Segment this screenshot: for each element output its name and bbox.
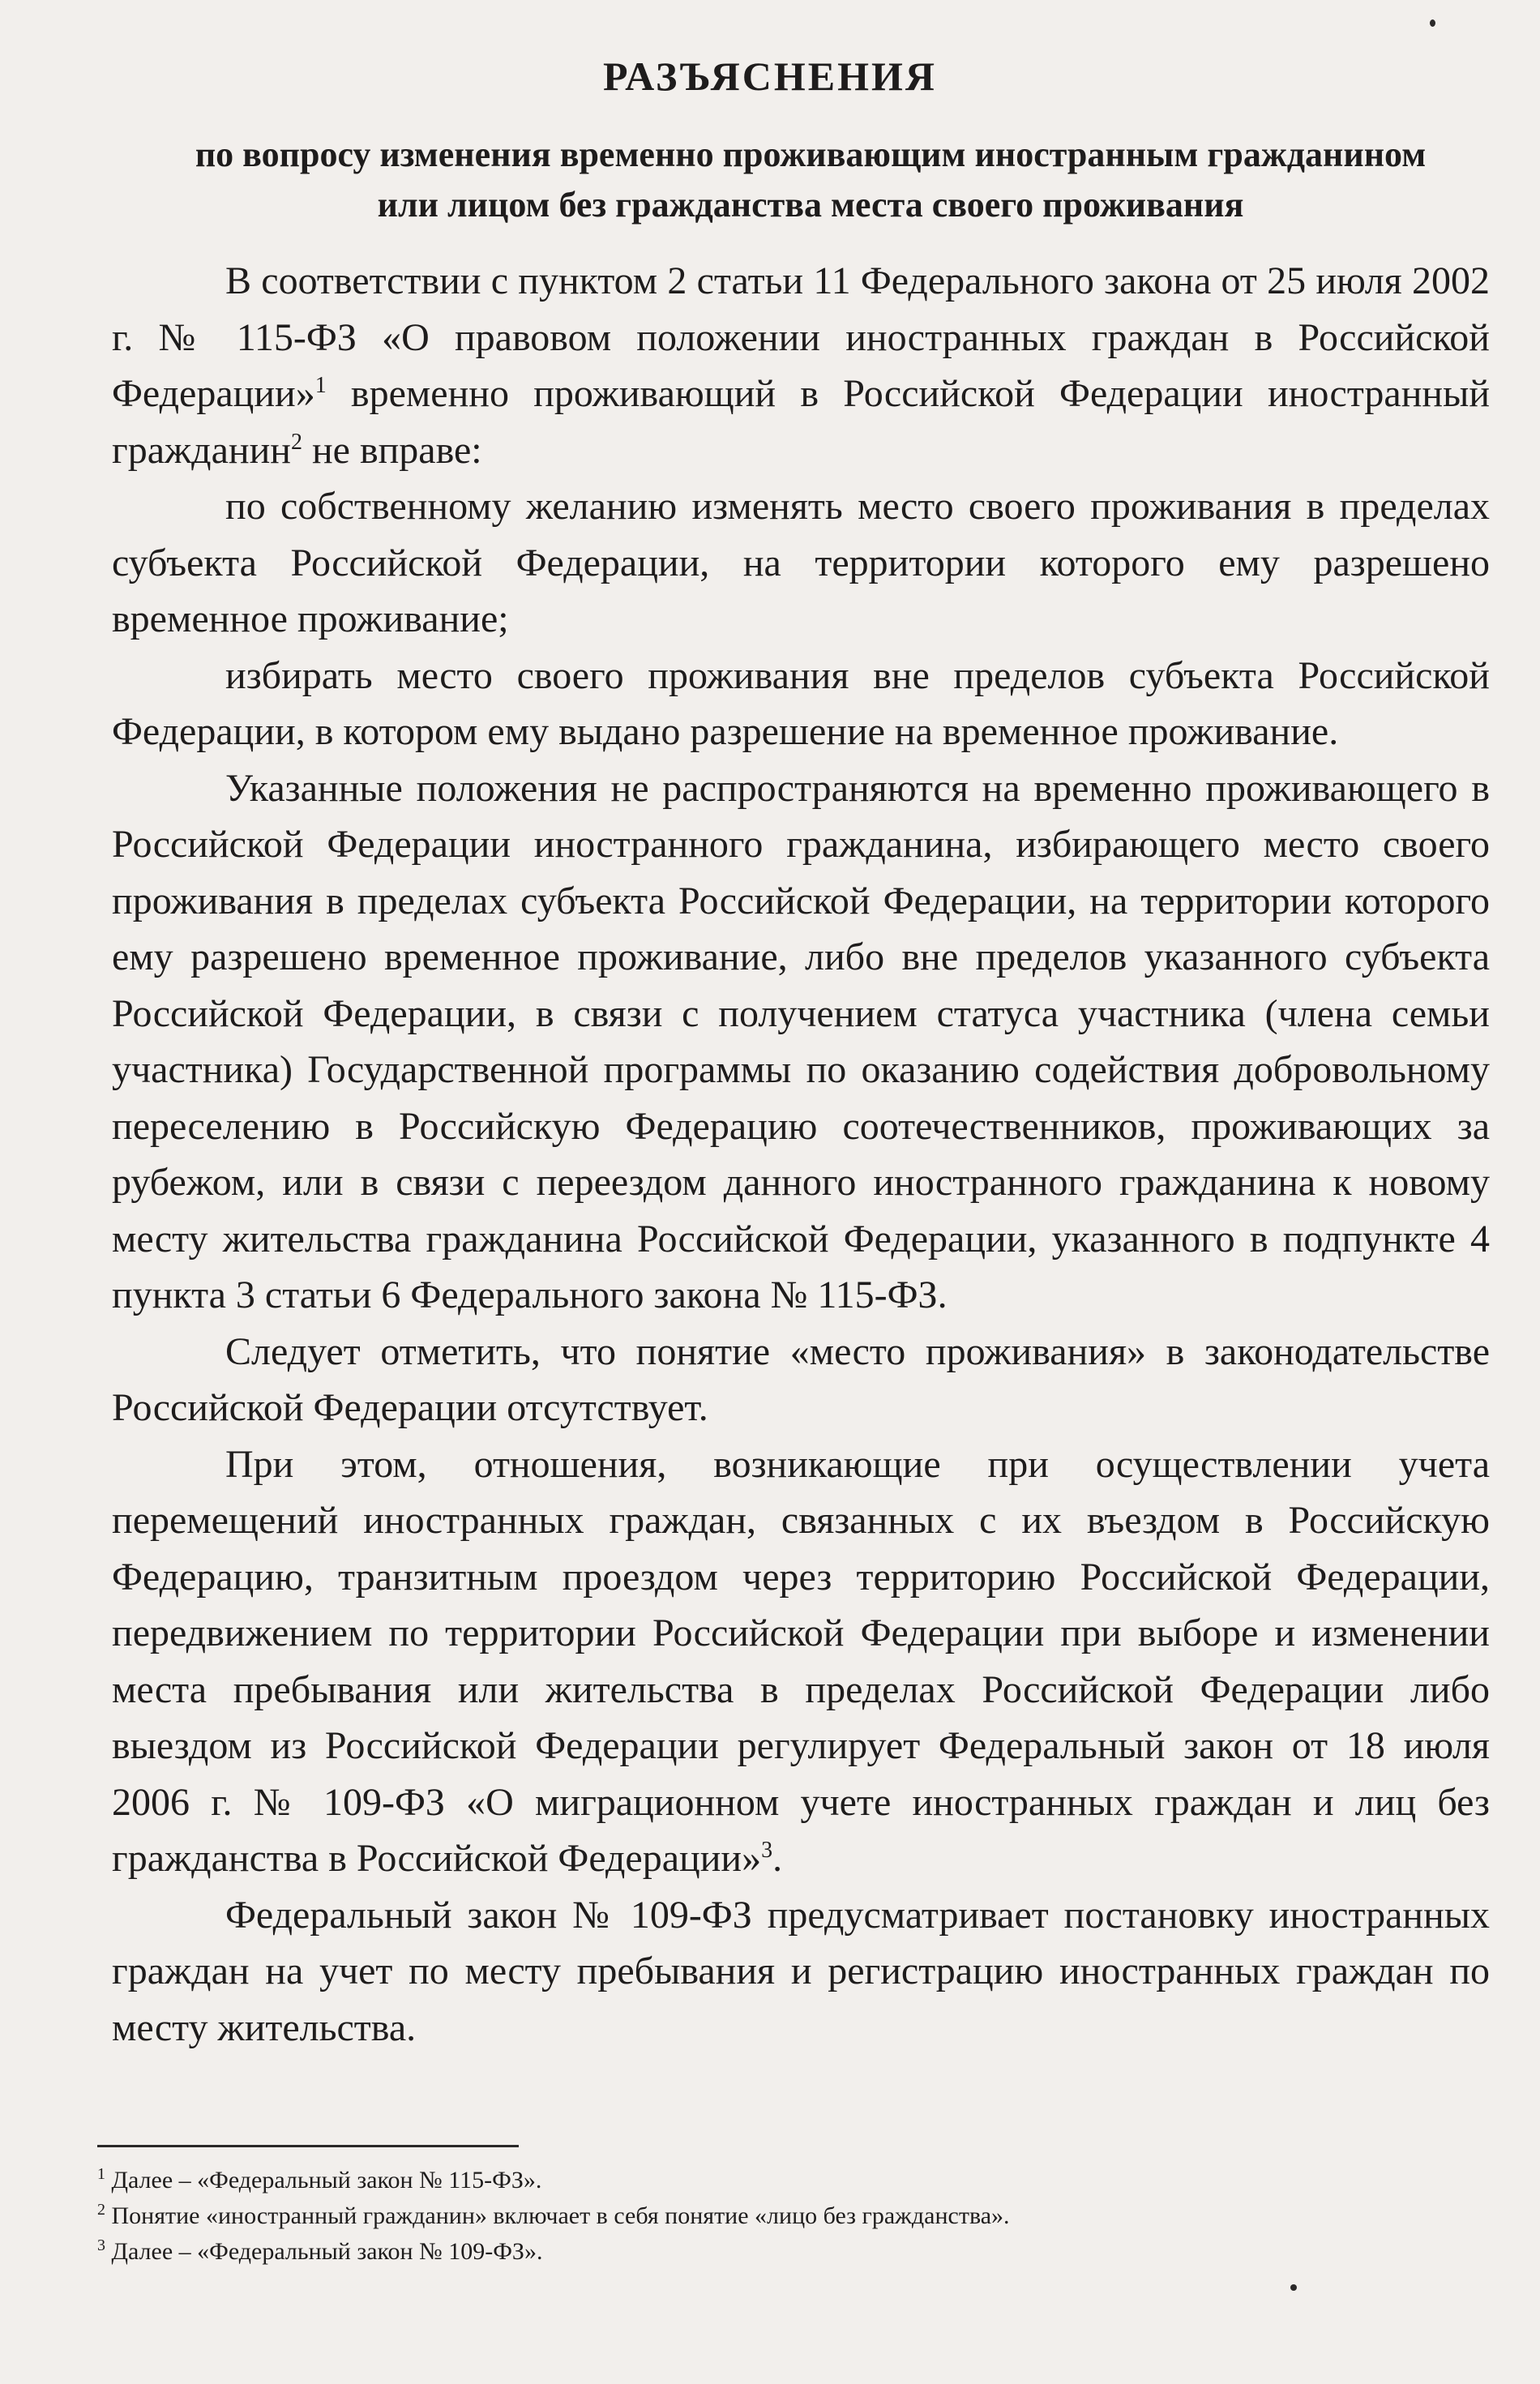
list-item-2: избирать место своего проживания вне пределов субъекта Российской Федерации, в котором ему выдано разрешение на временное проживание. bbox=[112, 653, 1490, 753]
paragraph-migration-law: При этом, отношения, возникающие при осуществлении учета перемещений иностранных граждан, связанных с их въездом в Российскую Федерацию, транзитным проездом через территорию Российской Федерации, передвижением по территории Российской Федерации при выборе и изменении места пребывания или жительства в пределах Российской Федерации либо выездом из Российской Федерации регулирует Федеральный закон от 18 июля 2006 г. № 109-ФЗ «О миграционном учете иностранных граждан и лиц без гражданства в Российской Федерации»$^3$. bbox=[112, 1442, 1490, 1880]
paragraph-note: Следует отметить, что понятие «место проживания» в законодательстве Российской Федерации отсутствует. bbox=[112, 1329, 1490, 1429]
paragraph-exceptions: Указанные положения не распространяются на временно проживающего в Российской Федерации иностранного гражданина, избирающего место своего проживания в пределах субъекта Российской Федерации, на территории которого ему разрешено временное проживание, либо вне пределов указанного субъекта Российской Федерации, в связи с получением статуса участника (члена семьи участника) Государственной программы по оказанию содействия добровольному переселению в Российскую Федерацию соотечественников, проживающих за рубежом, или в связи с переездом данного иностранного гражданина к новому месту жительства гражданина Российской Федерации, указанного в подпункте 4 пункта 3 статьи 6 Федерального закона № 115-ФЗ. bbox=[112, 766, 1490, 1316]
footnote-ref-3: 3 bbox=[761, 1838, 773, 1863]
document-title: РАЗЪЯСНЕНИЯ bbox=[602, 54, 937, 99]
paragraph-registration: Федеральный закон № 109-ФЗ предусматривает постановку иностранных граждан на учет по месту пребывания и регистрацию иностранных граждан по месту жительства. bbox=[112, 1893, 1490, 2049]
footnote-item: $^3$ Далее – «Федеральный закон № 109-ФЗ». bbox=[97, 2236, 543, 2265]
footnote-ref-1: 1 bbox=[314, 373, 327, 398]
list-item-1: по собственному желанию изменять место своего проживания в пределах субъекта Российской Федерации, на территории которого ему разрешено временное проживание; bbox=[112, 485, 1490, 640]
footnote-divider bbox=[97, 2145, 519, 2147]
footnote-item: $^1$ Далее – «Федеральный закон № 115-ФЗ». bbox=[97, 2165, 542, 2194]
footnote-item: $^2$ Понятие «иностранный гражданин» включает в себя понятие «лицо без гражданства». bbox=[97, 2201, 1010, 2229]
document-subtitle: по вопросу изменения временно проживающим иностранным гражданином или лицом без гражданства места своего проживания bbox=[195, 135, 1427, 225]
scan-speck bbox=[1430, 19, 1435, 27]
document-body bbox=[112, 253, 1490, 2056]
footnote-ref-2: 2 bbox=[290, 429, 302, 455]
paragraph-intro: В соответствии с пунктом 2 статьи 11 Федерального закона от 25 июля 2002 г. № 115-ФЗ «О правовом положении иностранных граждан в Российской Федерации»$^1$ временно проживающий в Российской Федерации иностранный гражданин$^2$ не вправе: bbox=[112, 259, 1490, 472]
footnotes bbox=[97, 2163, 1394, 2270]
scan-speck bbox=[1290, 2284, 1297, 2291]
